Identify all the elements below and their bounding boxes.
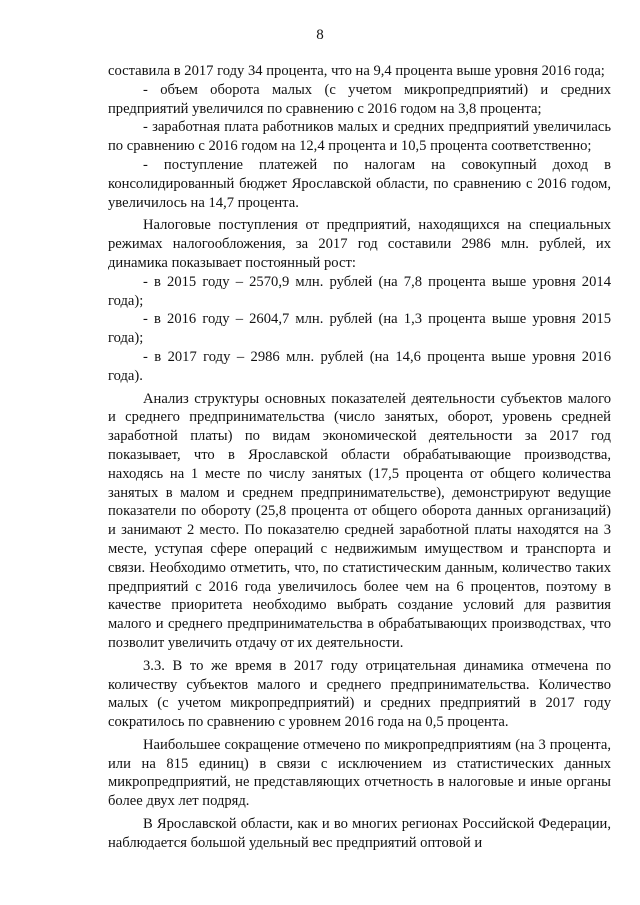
paragraph-wholesale: В Ярославской области, как и во многих регионах Российской Федерации, наблюдается большой удельный вес предприятий оптовой и (108, 816, 611, 851)
paragraph-tax-revenue: Налоговые поступления от предприятий, находящихся на специальных режимах налогообложения, за 2017 год составили 2986 млн. рублей, их динамика показывает постоянный рост: (108, 217, 611, 271)
list-item-2017: - в 2017 году – 2986 млн. рублей (на 14,6 процента выше уровня 2016 года). (108, 348, 611, 384)
page-number: 8 (316, 27, 324, 43)
list-item-turnover: - объем оборота малых (с учетом микропредприятий) и средних предприятий увеличился по сравнению с 2016 годом на 3,8 процента; (108, 81, 611, 117)
paragraph-microenterprises: Наибольшее сокращение отмечено по микропредприятиям (на 3 процента, или на 815 единиц) в связи с исключением из статистических данных микропредприятий, не представляющих отчетность в налоговые и иные органы более двух лет подряд. (108, 736, 611, 810)
paragraph-section-3-3: 3.3. В то же время в 2017 году отрицательная динамика отмечена по количеству субъектов малого и среднего предпринимательства. Количество малых (с учетом микропредприятий) и средних предприятий в 2017 году сократилось по сравнению с уровнем 2016 года на 0,5 процента. (108, 657, 611, 731)
paragraph-structure-analysis: Анализ структуры основных показателей деятельности субъектов малого и среднего предпринимательства (число занятых, оборот, уровень средней заработной платы) по видам экономической деятельности за 2017 год показывает, что в Ярославской области обрабатывающие производства, находясь на 1 месте по числу занятых (17,5 процента от общего количества занятых в малом и среднем предпринимательстве), демонстрируют ведущие показатели по обороту (25,8 процента от общего оборота данных организаций) и занимают 2 место. По показателю средней заработной платы находятся на 3 месте, уступая сфере операций с недвижимым имуществом и транспорта и связи. Необходимо отметить, что, по статистическим данным, количество таких предприятий с 2016 года увеличилось более чем на 6 процентов, поэтому в качестве приоритета необходимо выбрать создание условий для развития малого и среднего предпринимательства в обрабатывающих производствах, что позволит увеличить отдачу от их деятельности. (108, 390, 611, 651)
paragraph-continuation: составила в 2017 году 34 процента, что на 9,4 процента выше уровня 2016 года; (108, 63, 605, 79)
list-item-2015: - в 2015 году – 2570,9 млн. рублей (на 7,8 процента выше уровня 2014 года); (108, 273, 611, 309)
document-body (108, 62, 611, 853)
list-item-salary: - заработная плата работников малых и средних предприятий увеличилась по сравнению с 2016 годом на 12,4 процента и 10,5 процента соответственно; (108, 119, 611, 155)
list-item-2016: - в 2016 году – 2604,7 млн. рублей (на 1,3 процента выше уровня 2015 года); (108, 311, 611, 347)
list-item-tax-payments: - поступление платежей по налогам на совокупный доход в консолидированный бюджет Ярославской области, по сравнению с 2016 годом, увеличилось на 14,7 процента. (108, 156, 611, 211)
